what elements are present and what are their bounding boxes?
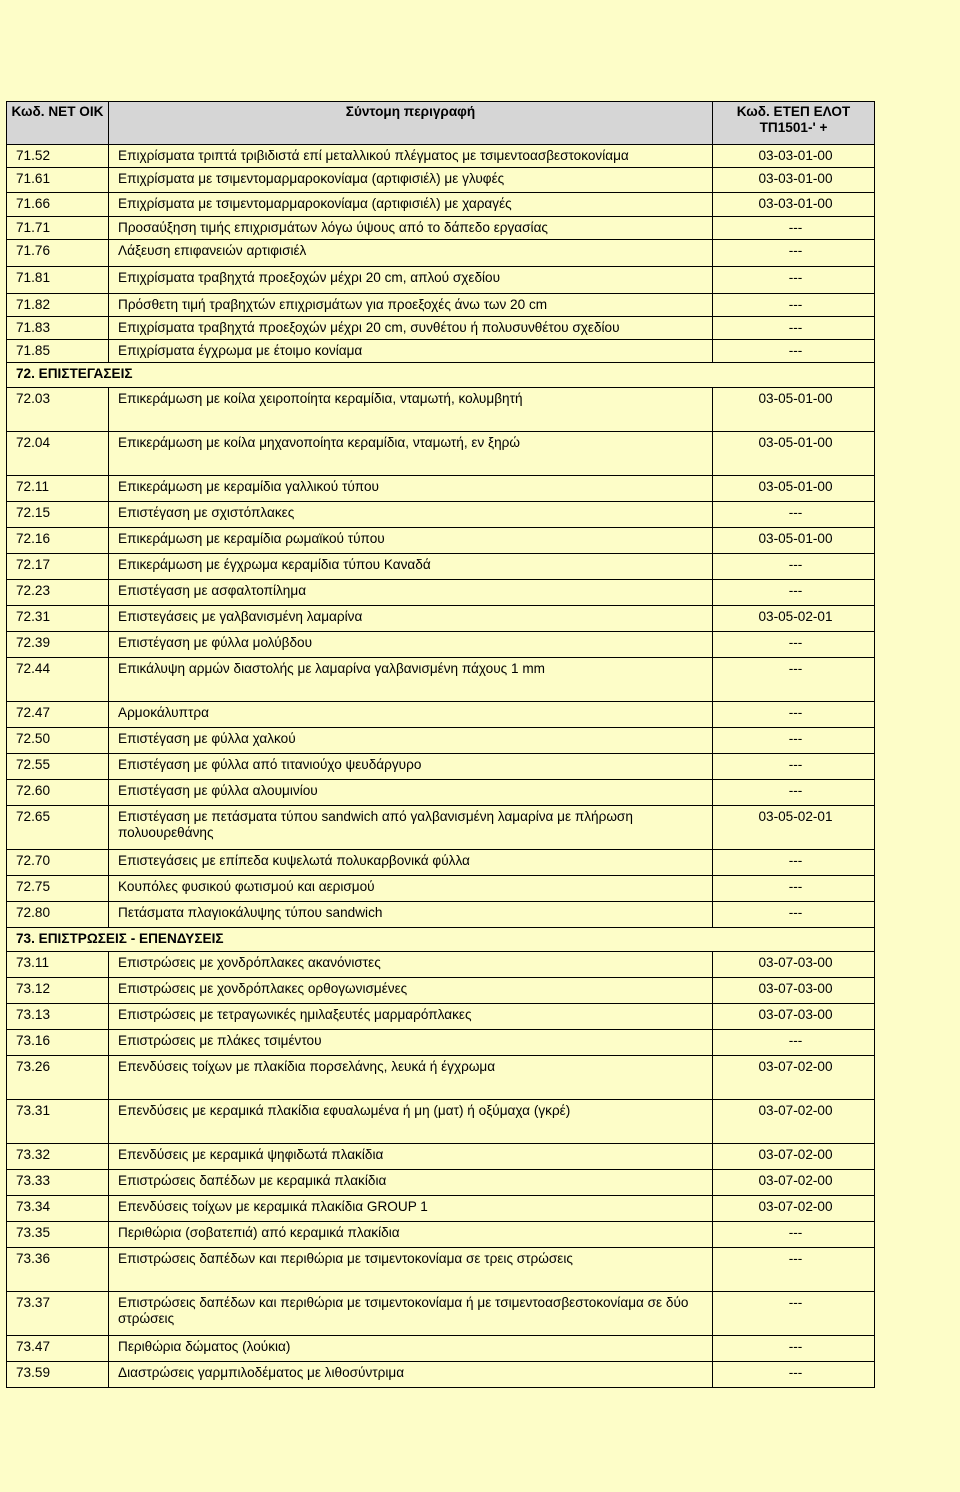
- row-etep: ---: [713, 876, 875, 902]
- row-description: Επιστρώσεις δαπέδων με κεραμικά πλακίδια: [109, 1170, 713, 1196]
- row-etep: ---: [713, 502, 875, 528]
- row-description: Επιχρίσματα με τσιμεντομαρμαροκονίαμα (αρτιφισιέλ) με γλυφές: [109, 168, 713, 193]
- table-row: [7, 754, 875, 780]
- row-etep: 03-03-01-00: [713, 193, 875, 217]
- row-code: 73.33: [7, 1170, 109, 1196]
- row-description: Επιστρώσεις δαπέδων και περιθώρια με τσιμεντοκονίαμα σε τρεις στρώσεις: [109, 1248, 713, 1292]
- row-code: 72.80: [7, 902, 109, 928]
- row-description: Επικεράμωση με κοίλα χειροποίητα κεραμίδια, νταμωτή, κολυμβητή: [109, 388, 713, 432]
- table-row: [7, 1170, 875, 1196]
- row-description: Επενδύσεις με κεραμικά πλακίδια εφυαλωμένα ή μη (ματ) ή οξύμαχα (γκρέ): [109, 1100, 713, 1144]
- table-row: [7, 1292, 875, 1336]
- row-etep: 03-03-01-00: [713, 145, 875, 168]
- row-code: 73.13: [7, 1004, 109, 1030]
- row-etep: 03-07-02-00: [713, 1170, 875, 1196]
- row-description: Επιστεγάσεις με επίπεδα κυψελωτά πολυκαρβονικά φύλλα: [109, 850, 713, 876]
- row-etep: ---: [713, 1336, 875, 1362]
- row-code: 73.36: [7, 1248, 109, 1292]
- row-code: 72.65: [7, 806, 109, 850]
- table-row: [7, 432, 875, 476]
- row-description: Επενδύσεις τοίχων με κεραμικά πλακίδια GROUP 1: [109, 1196, 713, 1222]
- row-code: 72.11: [7, 476, 109, 502]
- row-etep: ---: [713, 217, 875, 240]
- row-etep: ---: [713, 632, 875, 658]
- table-row: [7, 317, 875, 340]
- row-code: 73.11: [7, 952, 109, 978]
- row-code: 71.61: [7, 168, 109, 193]
- row-etep: 03-05-02-01: [713, 606, 875, 632]
- row-etep: 03-07-03-00: [713, 952, 875, 978]
- row-code: 73.31: [7, 1100, 109, 1144]
- row-code: 71.82: [7, 294, 109, 317]
- row-etep: ---: [713, 554, 875, 580]
- row-description: Επιστέγαση με σχιστόπλακες: [109, 502, 713, 528]
- row-description: Διαστρώσεις γαρμπιλοδέματος με λιθοσύντριμα: [109, 1362, 713, 1388]
- table-row: [7, 902, 875, 928]
- row-code: 72.16: [7, 528, 109, 554]
- row-code: 71.76: [7, 240, 109, 267]
- row-description: Επιστέγαση με φύλλα μολύβδου: [109, 632, 713, 658]
- row-etep: ---: [713, 294, 875, 317]
- table-row: [7, 528, 875, 554]
- row-code: 72.15: [7, 502, 109, 528]
- section-title: 72. ΕΠΙΣΤΕΓΑΣΕΙΣ: [7, 363, 875, 388]
- table-row: [7, 1248, 875, 1292]
- row-etep: ---: [713, 902, 875, 928]
- row-code: 72.70: [7, 850, 109, 876]
- row-etep: 03-05-01-00: [713, 388, 875, 432]
- row-etep: 03-07-03-00: [713, 1004, 875, 1030]
- table-row: [7, 850, 875, 876]
- row-description: Επιχρίσματα έγχρωμα με έτοιμο κονίαμα: [109, 340, 713, 363]
- row-description: Επενδύσεις με κεραμικά ψηφιδωτά πλακίδια: [109, 1144, 713, 1170]
- row-description: Λάξευση επιφανειών αρτιφισιέλ: [109, 240, 713, 267]
- table-row: [7, 145, 875, 168]
- row-code: 72.31: [7, 606, 109, 632]
- row-etep: 03-07-02-00: [713, 1100, 875, 1144]
- row-etep: ---: [713, 580, 875, 606]
- table-row: [7, 1100, 875, 1144]
- row-description: Επιστέγαση με ασφαλτοπίλημα: [109, 580, 713, 606]
- table-row: [7, 168, 875, 193]
- row-description: Επιστρώσεις δαπέδων και περιθώρια με τσιμεντοκονίαμα ή με τσιμεντοασβεστοκονίαμα σε δύο στρώσεις: [109, 1292, 713, 1336]
- row-code: 72.03: [7, 388, 109, 432]
- table-row: [7, 340, 875, 363]
- section-row: [7, 363, 875, 388]
- table-row: [7, 1336, 875, 1362]
- row-etep: 03-07-02-00: [713, 1056, 875, 1100]
- table-row: [7, 1196, 875, 1222]
- row-code: 72.55: [7, 754, 109, 780]
- row-description: Επιστέγαση με φύλλα αλουμινίου: [109, 780, 713, 806]
- table-row: [7, 806, 875, 850]
- section-title: 73. ΕΠΙΣΤΡΩΣΕΙΣ - ΕΠΕΝΔΥΣΕΙΣ: [7, 928, 875, 952]
- row-description: Επιχρίσματα με τσιμεντομαρμαροκονίαμα (αρτιφισιέλ) με χαραγές: [109, 193, 713, 217]
- table-row: [7, 240, 875, 267]
- row-etep: ---: [713, 850, 875, 876]
- row-description: Επικεράμωση με κεραμίδια γαλλικού τύπου: [109, 476, 713, 502]
- row-code: 72.50: [7, 728, 109, 754]
- row-etep: 03-05-01-00: [713, 476, 875, 502]
- table-row: [7, 702, 875, 728]
- row-etep: ---: [713, 780, 875, 806]
- table-row: [7, 1030, 875, 1056]
- row-etep: ---: [713, 267, 875, 294]
- row-code: 72.39: [7, 632, 109, 658]
- table-row: [7, 476, 875, 502]
- table-row: [7, 217, 875, 240]
- row-description: Επιχρίσματα τραβηχτά προεξοχών μέχρι 20 cm, απλού σχεδίου: [109, 267, 713, 294]
- header-description: Σύντομη περιγραφή: [109, 102, 713, 145]
- row-description: Επιστρώσεις με χονδρόπλακες ακανόνιστες: [109, 952, 713, 978]
- row-code: 73.35: [7, 1222, 109, 1248]
- row-description: Επιστρώσεις με χονδρόπλακες ορθογωνισμένες: [109, 978, 713, 1004]
- row-etep: ---: [713, 1030, 875, 1056]
- row-etep: ---: [713, 702, 875, 728]
- row-code: 71.81: [7, 267, 109, 294]
- row-etep: 03-07-03-00: [713, 978, 875, 1004]
- row-code: 72.75: [7, 876, 109, 902]
- row-code: 72.44: [7, 658, 109, 702]
- row-description: Επιστέγαση με φύλλα χαλκού: [109, 728, 713, 754]
- table-row: [7, 1144, 875, 1170]
- table-row: [7, 728, 875, 754]
- row-etep: 03-07-02-00: [713, 1196, 875, 1222]
- table-row: [7, 1004, 875, 1030]
- row-etep: ---: [713, 1222, 875, 1248]
- row-etep: 03-07-02-00: [713, 1144, 875, 1170]
- row-description: Περιθώρια (σοβατεπιά) από κεραμικά πλακίδια: [109, 1222, 713, 1248]
- row-description: Επιστέγαση με πετάσματα τύπου sandwich από γαλβανισμένη λαμαρίνα με πλήρωση πολυουρεθάνης: [109, 806, 713, 850]
- row-description: Επιστρώσεις με πλάκες τσιμέντου: [109, 1030, 713, 1056]
- row-code: 71.52: [7, 145, 109, 168]
- row-code: 73.37: [7, 1292, 109, 1336]
- row-code: 71.85: [7, 340, 109, 363]
- row-etep: ---: [713, 1248, 875, 1292]
- row-code: 73.34: [7, 1196, 109, 1222]
- table-row: [7, 658, 875, 702]
- table-row: [7, 780, 875, 806]
- row-code: 73.59: [7, 1362, 109, 1388]
- row-code: 72.47: [7, 702, 109, 728]
- row-code: 72.17: [7, 554, 109, 580]
- row-description: Περιθώρια δώματος (λούκια): [109, 1336, 713, 1362]
- row-code: 73.12: [7, 978, 109, 1004]
- row-code: 73.47: [7, 1336, 109, 1362]
- row-etep: 03-05-02-01: [713, 806, 875, 850]
- row-code: 71.71: [7, 217, 109, 240]
- row-code: 73.26: [7, 1056, 109, 1100]
- row-code: 73.16: [7, 1030, 109, 1056]
- row-etep: ---: [713, 340, 875, 363]
- table-row: [7, 294, 875, 317]
- row-description: Πρόσθετη τιμή τραβηχτών επιχρισμάτων για προεξοχές άνω των 20 cm: [109, 294, 713, 317]
- table-row: [7, 502, 875, 528]
- row-code: 72.60: [7, 780, 109, 806]
- row-description: Επιχρίσματα τραβηχτά προεξοχών μέχρι 20 cm, συνθέτου ή πολυσυνθέτου σχεδίου: [109, 317, 713, 340]
- table-row: [7, 1362, 875, 1388]
- table-row: [7, 978, 875, 1004]
- table-row: [7, 952, 875, 978]
- row-description: Επικεράμωση με κοίλα μηχανοποίητα κεραμίδια, νταμωτή, εν ξηρώ: [109, 432, 713, 476]
- row-etep: 03-05-01-00: [713, 528, 875, 554]
- table-row: [7, 632, 875, 658]
- row-etep: ---: [713, 240, 875, 267]
- table-row: [7, 193, 875, 217]
- row-etep: ---: [713, 754, 875, 780]
- table-row: [7, 1222, 875, 1248]
- row-description: Πετάσματα πλαγιοκάλυψης τύπου sandwich: [109, 902, 713, 928]
- table-row: [7, 388, 875, 432]
- row-etep: ---: [713, 658, 875, 702]
- table-row: [7, 554, 875, 580]
- table-row: [7, 876, 875, 902]
- row-description: Επενδύσεις τοίχων με πλακίδια πορσελάνης, λευκά ή έγχρωμα: [109, 1056, 713, 1100]
- row-description: Επιστεγάσεις με γαλβανισμένη λαμαρίνα: [109, 606, 713, 632]
- row-etep: ---: [713, 1292, 875, 1336]
- row-description: Επικάλυψη αρμών διαστολής με λαμαρίνα γαλβανισμένη πάχους 1 mm: [109, 658, 713, 702]
- row-etep: 03-03-01-00: [713, 168, 875, 193]
- row-code: 72.23: [7, 580, 109, 606]
- row-description: Επιστέγαση με φύλλα από τιτανιούχο ψευδάργυρο: [109, 754, 713, 780]
- table-row: [7, 1056, 875, 1100]
- row-description: Επιχρίσματα τριπτά τριβιδιστά επί μεταλλικού πλέγματος με τσιμεντοασβεστοκονίαμα: [109, 145, 713, 168]
- row-etep: ---: [713, 728, 875, 754]
- row-code: 71.66: [7, 193, 109, 217]
- row-etep: ---: [713, 1362, 875, 1388]
- row-code: 72.04: [7, 432, 109, 476]
- row-etep: ---: [713, 317, 875, 340]
- row-description: Επιστρώσεις με τετραγωνικές ημιλαξευτές μαρμαρόπλακες: [109, 1004, 713, 1030]
- row-code: 71.83: [7, 317, 109, 340]
- table-row: [7, 580, 875, 606]
- row-description: Προσαύξηση τιμής επιχρισμάτων λόγω ύψους από το δάπεδο εργασίας: [109, 217, 713, 240]
- header-code: Κωδ. ΝΕΤ ΟΙΚ: [7, 102, 109, 145]
- row-description: Επικεράμωση με έγχρωμα κεραμίδια τύπου Καναδά: [109, 554, 713, 580]
- row-description: Κουπόλες φυσικού φωτισμού και αερισμού: [109, 876, 713, 902]
- row-description: Επικεράμωση με κεραμίδια ρωμαϊκού τύπου: [109, 528, 713, 554]
- section-row: [7, 928, 875, 952]
- table-row: [7, 267, 875, 294]
- row-etep: 03-05-01-00: [713, 432, 875, 476]
- row-code: 73.32: [7, 1144, 109, 1170]
- code-table: [6, 101, 875, 1388]
- header-etep: Κωδ. ΕΤΕΠ ΕΛΟΤ ΤΠ1501-' +: [713, 102, 875, 145]
- table-row: [7, 606, 875, 632]
- table-header-row: [7, 102, 875, 145]
- row-description: Αρμοκάλυπτρα: [109, 702, 713, 728]
